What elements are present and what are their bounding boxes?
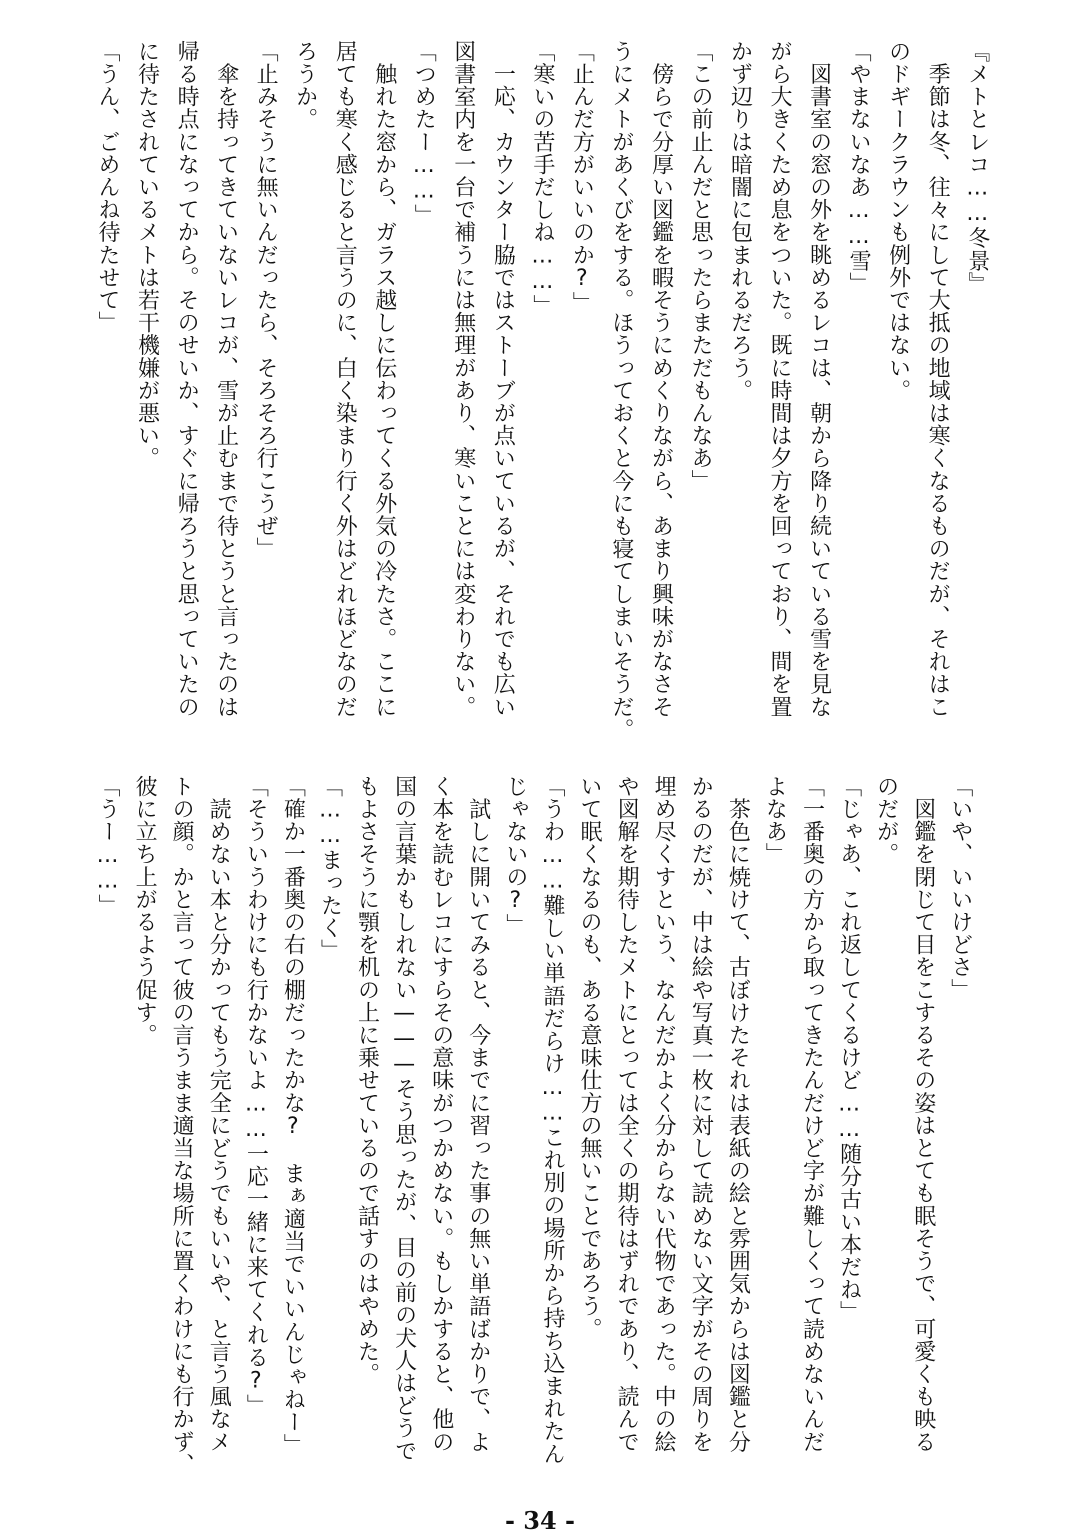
- text-column: 「つめたー……」: [411, 40, 437, 227]
- text-column: 「この前止んだと思ったらまただもんなあ」: [687, 40, 713, 492]
- text-column: 傍らで分厚い図鑑を暇そうにめくりながら、あまり興味がなさそ: [648, 40, 674, 718]
- text-column: に待たされているメトは若干機嫌が悪い。: [134, 40, 160, 470]
- text-column: 国の言葉かもしれない———そう思ったが、目の前の犬人はどうで: [391, 775, 417, 1462]
- text-column: 「じゃあ、これ返してくるけど……随分古い本だね」: [836, 775, 862, 1324]
- text-column: がら大きくため息をついた。既に時間は夕方を回っており、間を置: [767, 40, 793, 718]
- text-column: 「確か一番奥の右の棚だったかな? まぁ適当でいいんじゃねー」: [280, 775, 306, 1456]
- text-column: 「うー……」: [95, 775, 120, 917]
- text-column: 試しに開いてみると、今までに習った事の無い単語ばかりで、よ: [465, 775, 491, 1453]
- text-column: 茶色に焼けて、古ぼけたそれは表紙の絵と雰囲気からは図鑑と分: [725, 775, 751, 1453]
- upper-text-block: [92, 40, 992, 760]
- text-column: 「やまないなあ……雪」: [846, 40, 872, 295]
- text-column: 「うわ……難しい単語だらけ……これ別の場所から持ち込まれたん: [539, 775, 565, 1465]
- text-column: 図書室内を一台で補うには無理があり、寒いことには変わりない。: [450, 40, 476, 718]
- text-column: く本を読むレコにすらその意味がつかめない。もしかすると、他の: [428, 775, 454, 1453]
- text-column: 図鑑を閉じて目をこするその姿はとても眠そうで、可愛くも映る: [910, 775, 936, 1453]
- text-column: もよさそうに顎を机の上に乗せているので話すのはやめた。: [354, 775, 380, 1386]
- text-column: 埋め尽くすという、なんだかよく分からない代物であった。中の絵: [651, 775, 677, 1453]
- text-column: ろうか。: [292, 40, 318, 131]
- text-column: かるのだが、中は絵や写真一枚に対して読めない文字がその周りを: [688, 775, 714, 1453]
- text-column: 季節は冬、往々にして大抵の地域は寒くなるものだが、それはこ: [925, 40, 951, 718]
- text-column: かず辺りは暗闇に包まれるだろう。: [727, 40, 753, 402]
- text-column: 「……まったく」: [317, 775, 343, 962]
- text-column: いて眠くなるのも、ある意味仕方の無いことであろう。: [577, 775, 603, 1340]
- text-column: うにメトがあくびをする。ほうっておくと今にも寝てしまいそうだ。: [608, 40, 634, 741]
- story-title: 『メトとレコ……冬景』: [964, 40, 990, 295]
- text-column: 「寒いの苦手だしね……」: [529, 40, 555, 318]
- text-column: のだが。: [873, 775, 899, 866]
- text-column: よなあ」: [762, 775, 788, 866]
- text-column: 「いや、いいけどさ」: [947, 775, 973, 1001]
- lower-text-block: [92, 775, 975, 1503]
- text-column: 「一番奥の方から取ってきたんだけど字が難しくって読めないんだ: [799, 775, 825, 1453]
- text-column: や図解を期待したメトにとっては全くの期待はずれであり、読んで: [614, 775, 640, 1453]
- text-column: 居ても寒く感じると言うのに、白く染まり行く外はどれほどなのだ: [332, 40, 358, 718]
- text-column: トの顔。かと言って彼の言うまま適当な場所に置くわけにも行かず、: [169, 775, 195, 1476]
- text-column: 触れた窓から、ガラス越しに伝わってくる外気の冷たさ。ここに: [371, 40, 397, 718]
- text-column: 「止みそうに無いんだったら、そろそろ行こうぜ」: [253, 40, 279, 560]
- page-number: - 34 -: [504, 1506, 576, 1535]
- text-column: 「止んだ方がいいのか?」: [569, 40, 595, 315]
- text-column: 図書室の窓の外を眺めるレコは、朝から降り続いている雪を見な: [806, 40, 832, 718]
- text-column: のドギークラウンも例外ではない。: [885, 40, 911, 402]
- text-column: 彼に立ち上がるよう促す。: [132, 775, 158, 1047]
- text-column: 傘を持ってきていないレコが、雪が止むまで待とうと言ったのは: [213, 40, 239, 718]
- text-column: じゃないの?」: [502, 775, 528, 937]
- text-column: 帰る時点になってから。そのせいか、すぐに帰ろうと思っていたの: [174, 40, 200, 718]
- text-column: 一応、カウンター脇ではストーブが点いているが、それでも広い: [490, 40, 516, 718]
- text-column: 「うん、ごめんね待たせて」: [95, 40, 120, 334]
- text-column: 読めない本と分かってもう完全にどうでもいいや、と言う風なメ: [206, 775, 232, 1453]
- text-column: 「そういうわけにも行かないよ……一応一緒に来てくれる?」: [243, 775, 269, 1417]
